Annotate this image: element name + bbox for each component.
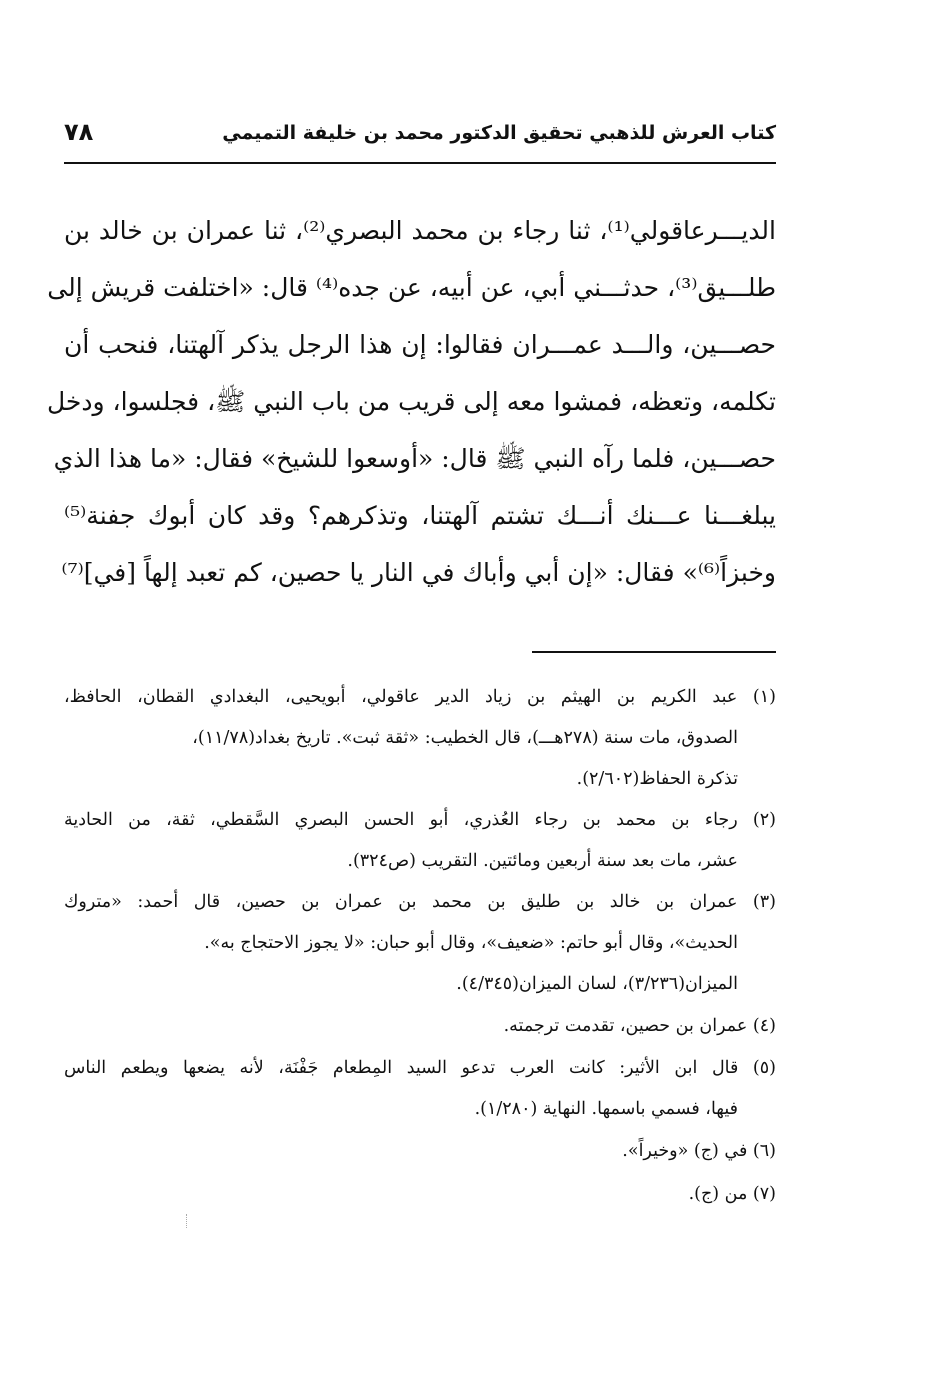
footnote-separator [532, 651, 776, 653]
scan-speck [186, 1214, 189, 1228]
footnote-7 [64, 1173, 776, 1216]
footnote-line: فيها، فسمي باسمها. النهاية (١/٢٨٠). [474, 1099, 738, 1119]
footnote-line: الحديث»، وقال أبو حاتم: «ضعيف»، وقال أبو حبان: «لا يجوز الاحتجاج به». [204, 933, 738, 953]
footnote-line: (١) عبد الكريم بن الهيثم بن زياد الدير عاقولي، أبويحيى، البغدادي القطان، الحافظ، [64, 687, 776, 707]
text-line: وخبزاً⁽⁶⁾» فقال: «إن أبي وأباك في النار يا حصين، كم تعبد إلهاً [في]⁽⁷⁾ [61, 558, 776, 587]
text-line: تكلمه، وتعظه، فمشوا معه إلى قريب من باب النبي ﷺ، فجلسوا، ودخل [46, 387, 776, 416]
page-number: ٧٨ [64, 118, 94, 146]
footnote-line: الصدوق، مات سنة (٢٧٨هـــ)، قال الخطيب: «ثقة ثبت». تاريخ بغداد(١١/٧٨)، [192, 728, 738, 748]
book-title: كتاب العرش للذهبي تحقيق الدكتور محمد بن خليفة التميمي [222, 122, 776, 144]
text-line: حصـــين، فلما رآه النبي ﷺ قال: «أوسعوا للشيخ» فقال: «ما هذا الذي [53, 444, 776, 473]
footnotes [64, 677, 776, 1216]
footnote-line: (٦) في (ج) «وخيراً». [622, 1141, 776, 1161]
footnote-3 [64, 882, 776, 1005]
footnote-4 [64, 1005, 776, 1048]
footnote-line: (٣) عمران بن خالد بن طليق بن محمد بن عمران بن حصين، قال أحمد: «متروك [64, 892, 776, 912]
footnote-6 [64, 1130, 776, 1173]
footnote-5 [64, 1048, 776, 1130]
text-line: يبلغـــنا عـــنك أنـــك تشتم آلهتنا، وتذكرهم؟ وقد كان أبوك جفنة⁽⁵⁾ [64, 501, 776, 530]
footnote-line: (٢) رجاء بن محمد بن رجاء العُذري، أبو الحسن البصري السَّقطي، ثقة، من الحادية [64, 810, 776, 830]
footnote-line: الميزان(٣/٢٣٦)، لسان الميزان(٤/٣٤٥). [456, 974, 738, 994]
text-line: الديـــرعاقولي⁽¹⁾، ثنا رجاء بن محمد البصري⁽²⁾، ثنا عمران بن خالد بن [64, 216, 776, 245]
running-header [64, 112, 776, 164]
footnote-line: (٧) من (ج). [688, 1184, 776, 1204]
footnote-line: (٥) قال ابن الأثير: كانت العرب تدعو السيد المِطعام جَفْنَة، لأنه يضعها ويطعم الناس [64, 1058, 776, 1078]
text-line: طلـــيق⁽³⁾، حدثـــني أبي، عن أبيه، عن جده⁽⁴⁾ قال: «اختلفت قريش إلى [47, 273, 776, 302]
main-text [46, 202, 776, 601]
footnote-line: (٤) عمران بن حصين، تقدمت ترجمته. [503, 1016, 776, 1036]
footnote-line: عشر، مات بعد سنة أربعين ومائتين. التقريب (ص٣٢٤). [347, 851, 738, 871]
text-line: حصـــين، والـــد عمـــران فقالوا: إن هذا الرجل يذكر آلهتنا، فنحب أن [64, 330, 776, 359]
footnote-2 [64, 800, 776, 882]
footnote-line: تذكرة الحفاظ(٢/٦٠٢). [576, 769, 738, 789]
footnote-1 [64, 677, 776, 800]
